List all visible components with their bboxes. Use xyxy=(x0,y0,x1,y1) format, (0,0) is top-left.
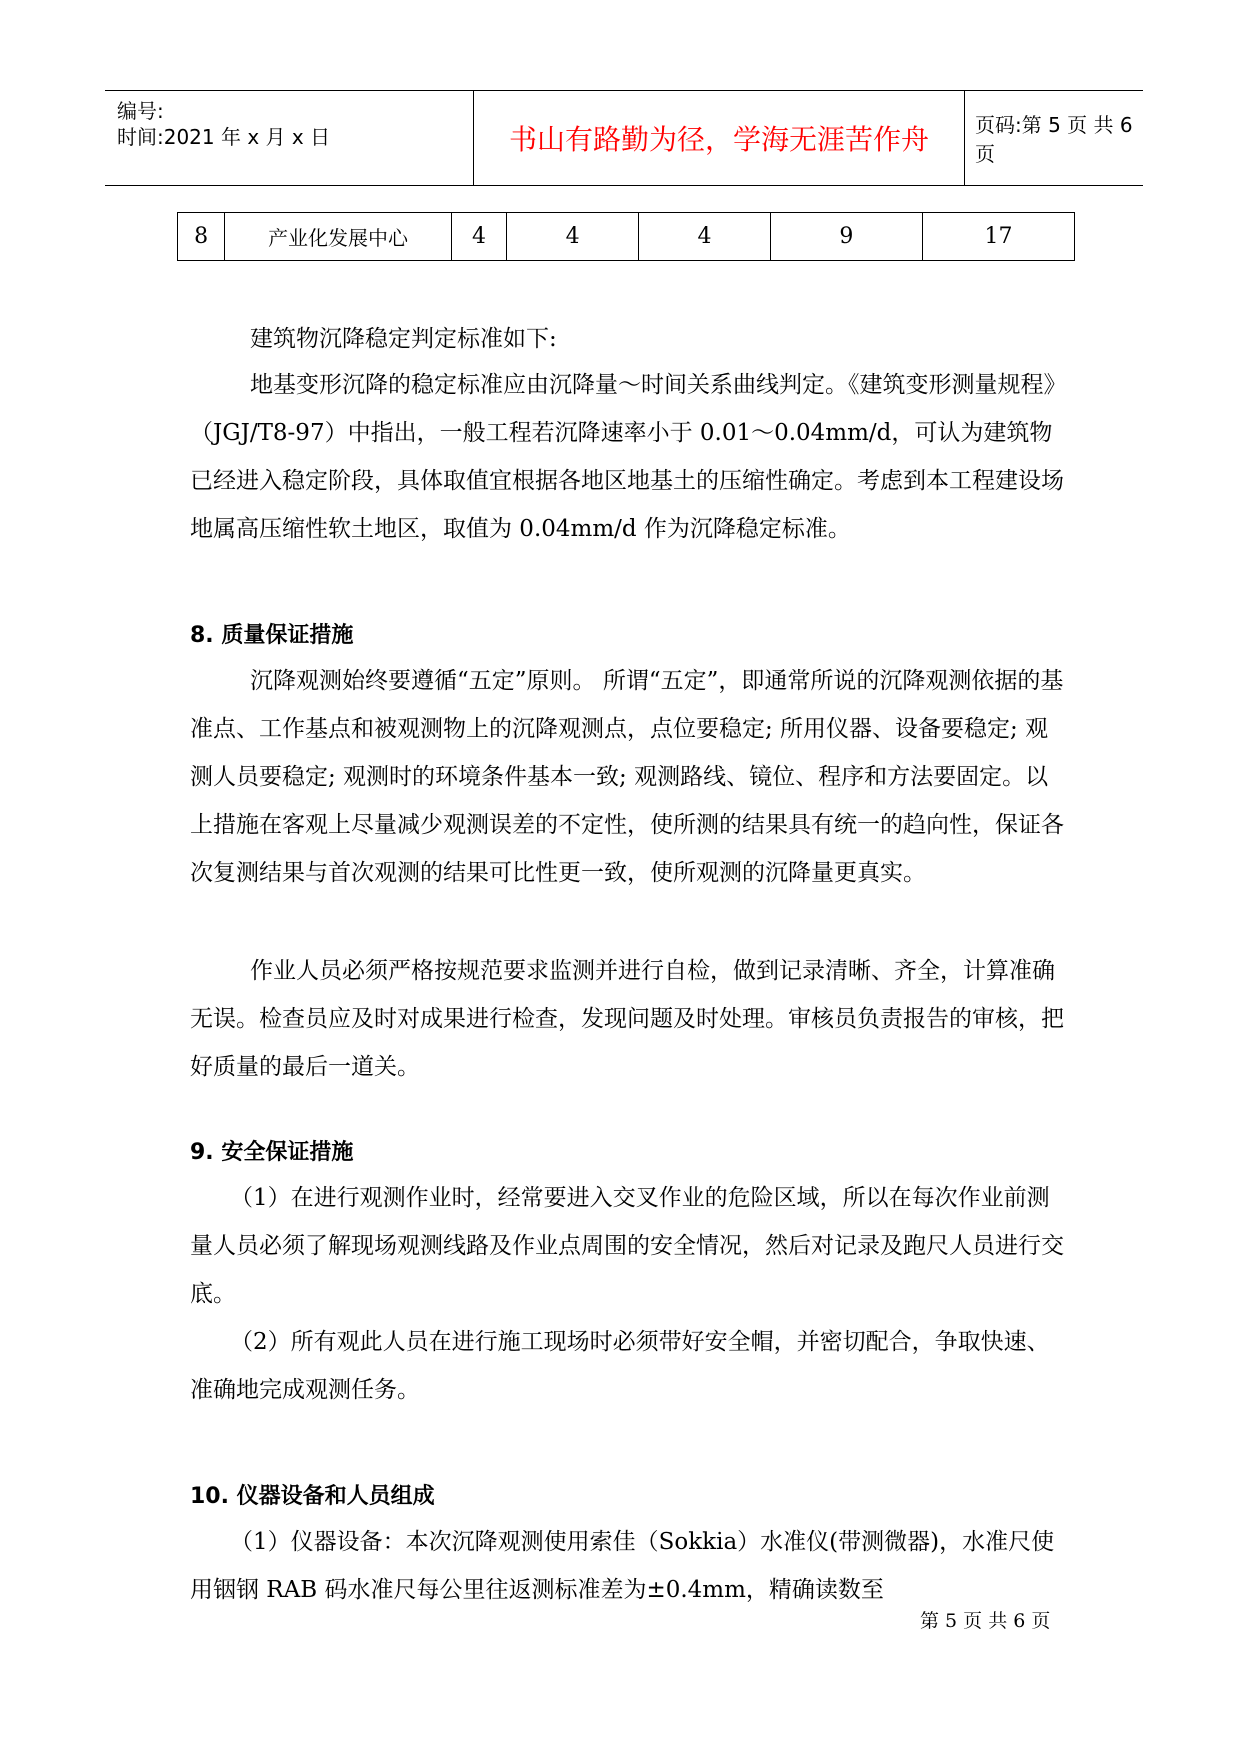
data-table xyxy=(177,212,1075,261)
header-left-cell xyxy=(117,91,474,185)
paragraph-criteria-intro: 建筑物沉降稳定判定标准如下: xyxy=(250,326,557,352)
page-footer: 第 5 页 共 6 页 xyxy=(920,1610,1051,1632)
heading-equipment: 10. 仪器设备和人员组成 xyxy=(190,1484,435,1509)
doc-number-label: 编号: xyxy=(117,99,164,123)
paragraph-safety-1: （1）在进行观测作业时，经常要进入交叉作业的危险区域，所以在每次作业前测量人员必须了解现场观测线路及作业点周围的安全情况，然后对记录及跑尺人员进行交底。 xyxy=(190,1185,1064,1307)
table-cell: 4 xyxy=(639,213,771,261)
table-cell: 9 xyxy=(770,213,922,261)
table-cell: 4 xyxy=(507,213,639,261)
paragraph-equipment: （1）仪器设备：本次沉降观测使用索佳（Sokkia）水准仪(带测微器)，水准尺使用铟钢 RAB 码水准尺每公里往返测标准差为±0.4mm，精确读数至 xyxy=(190,1529,1055,1603)
heading-quality: 8. 质量保证措施 xyxy=(190,623,354,648)
table-row xyxy=(178,213,1075,261)
header-motto: 书山有路勤为径，学海无涯苦作舟 xyxy=(474,91,965,185)
table-cell: 4 xyxy=(451,213,506,261)
table-cell: 产业化发展中心 xyxy=(225,213,452,261)
paragraph-safety-2: （2）所有观此人员在进行施工现场时必须带好安全帽，并密切配合，争取快速、准确地完成观测任务。 xyxy=(190,1329,1050,1403)
paragraph-quality-1: 沉降观测始终要遵循“五定”原则。 所谓“五定”，即通常所说的沉降观测依据的基准点、工作基点和被观测物上的沉降观测点，点位要稳定; 所用仪器、设备要稳定; 观测人员要稳定; 观测时的环境条件基本一致; 观测路线、镜位、程序和方法要固定。以上措施在客观上尽量减少观测误差的不定性，使所测的结果具有统一的趋向性，保证各次复测结果与首次观测的结果可比性更一致，使所观测的沉降量更真实。 xyxy=(190,668,1064,886)
page-header xyxy=(105,90,1143,186)
paragraph-quality-2: 作业人员必须严格按规范要求监测并进行自检，做到记录清晰、齐全，计算准确无误。检查员应及时对成果进行检查，发现问题及时处理。审核员负责报告的审核，把好质量的最后一道关。 xyxy=(190,958,1064,1080)
doc-time-label: 时间:2021 年 x 月 x 日 xyxy=(117,125,331,149)
paragraph-criteria: 地基变形沉降的稳定标准应由沉降量～时间关系曲线判定。《建筑变形测量规程》（JGJ/T8-97）中指出，一般工程若沉降速率小于 0.01～0.04mm/d，可认为建筑物已经进入稳定阶段，具体取值宜根据各地区地基土的压缩性确定。考虑到本工程建设场地属高压缩性软土地区，取值为 0.04mm/d 作为沉降稳定标准。 xyxy=(190,372,1064,542)
header-page-label: 页码:第 5 页 共 6 页 xyxy=(975,113,1133,166)
heading-safety: 9. 安全保证措施 xyxy=(190,1140,354,1165)
table-cell: 17 xyxy=(922,213,1074,261)
table-cell: 8 xyxy=(178,213,225,261)
